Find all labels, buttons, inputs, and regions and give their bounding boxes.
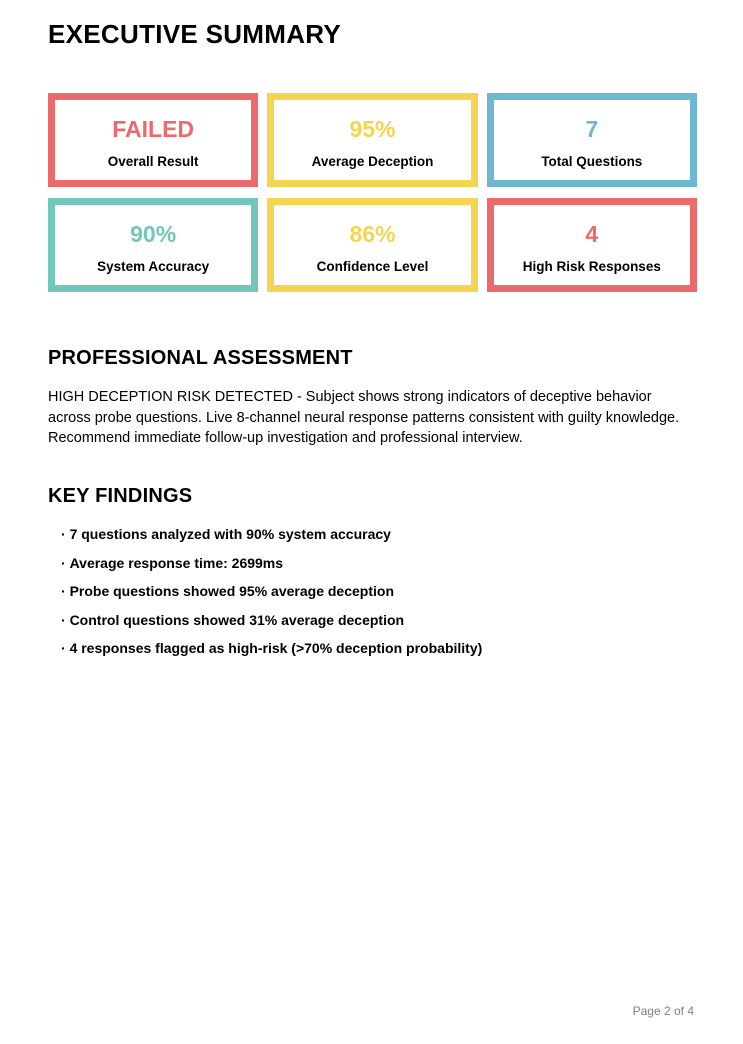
metric-label: High Risk Responses — [522, 258, 661, 274]
metric-label: Overall Result — [107, 153, 199, 169]
metric-label: Confidence Level — [316, 258, 429, 274]
key-findings-list — [48, 527, 697, 655]
key-finding-item: · Average response time: 2699ms — [61, 556, 697, 570]
key-findings-heading: KEY FINDINGS — [48, 485, 193, 508]
page-title: EXECUTIVE SUMMARY — [48, 19, 342, 49]
section-professional-assessment — [48, 347, 697, 449]
metric-value: 4 — [585, 220, 599, 247]
metric-card-total-questions — [487, 93, 697, 187]
metric-card-system-accuracy — [48, 198, 258, 292]
key-finding-item: · Control questions showed 31% average deception — [61, 613, 697, 627]
metric-label: System Accuracy — [97, 258, 210, 274]
metric-label: Average Deception — [311, 153, 434, 169]
page-number: Page 2 of 4 — [632, 1004, 694, 1018]
metric-value: 7 — [585, 115, 599, 142]
metric-value: FAILED — [112, 115, 195, 142]
section-key-findings — [48, 485, 697, 655]
metric-card-confidence-level — [267, 198, 477, 292]
metric-card-overall-result — [48, 93, 258, 187]
key-finding-item: · 7 questions analyzed with 90% system accuracy — [61, 527, 697, 541]
metric-value: 95% — [349, 115, 396, 142]
metric-card-high-risk-responses — [487, 198, 697, 292]
metric-card-average-deception — [267, 93, 477, 187]
key-finding-item: · Probe questions showed 95% average deception — [61, 584, 697, 598]
key-finding-item: · 4 responses flagged as high-risk (>70% deception probability) — [61, 641, 697, 655]
professional-assessment-heading: PROFESSIONAL ASSESSMENT — [48, 346, 353, 369]
professional-assessment-body: HIGH DECEPTION RISK DETECTED - Subject shows strong indicators of deceptive behavior across probe questions. Live 8-channel neural response patterns consistent with guilty knowledge. Recommend immediate follow-up investigation and professional interview. — [48, 388, 680, 447]
metrics-grid — [48, 93, 697, 292]
metric-value: 90% — [130, 220, 177, 247]
metric-value: 86% — [349, 220, 396, 247]
metric-label: Total Questions — [541, 153, 643, 169]
